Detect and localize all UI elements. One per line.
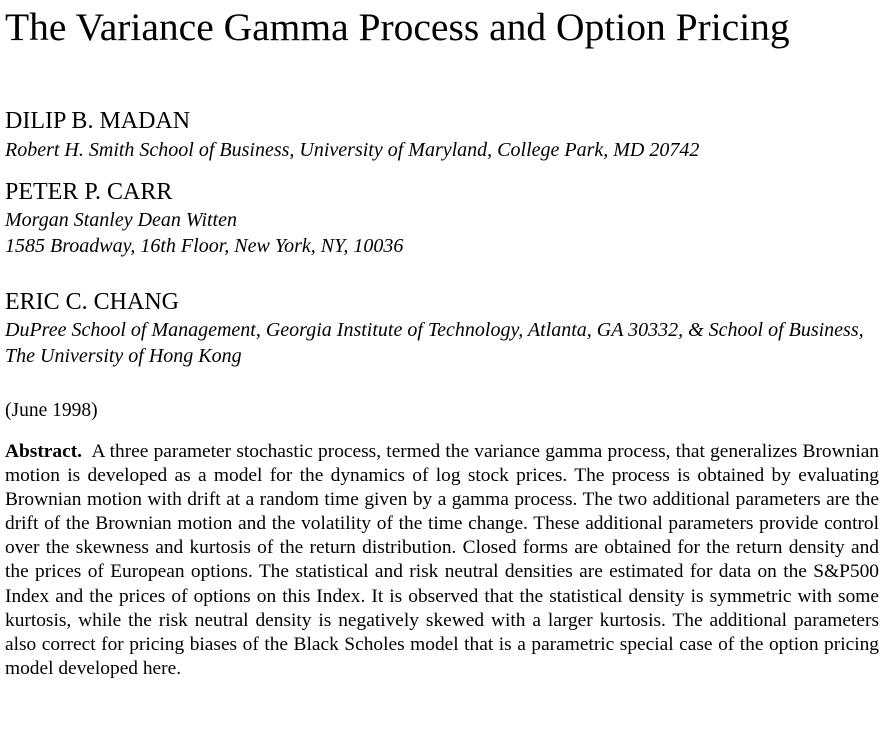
paper-title: The Variance Gamma Process and Option Pricing	[5, 5, 790, 49]
abstract-label: Abstract.	[5, 441, 83, 462]
author-name: DILIP B. MADAN	[5, 108, 191, 134]
author-affiliation: Robert H. Smith School of Business, University of Maryland, College Park, MD 20742	[5, 139, 700, 161]
abstract-text: A three parameter stochastic process, termed the variance gamma process, that generalizes Brownian motion is developed as a model for the dynamics of log stock prices. The process is obtained by evaluating Brownian motion with drift at a random time given by a gamma process. The two additional parameters are the drift of the Brownian motion and the volatility of the time change. These additional parameters provide control over the skewness and kurtosis of the return distribution. Closed forms are obtained for the return density and the prices of European options. The statistical and risk neutral densities are estimated for data on the S&P500 Index and the prices of options on this Index. It is observed that the statistical density is symmetric with some kurtosis, while the risk neutral density is negatively skewed with a larger kurtosis. The additional parameters also correct for pricing biases of the Black Scholes model that is a parametric special case of the option pricing model developed here.	[5, 441, 880, 679]
author-affiliation: DuPree School of Management, Georgia Institute of Technology, Atlanta, GA 30332, & School of Business, The University of Hong Kong	[5, 319, 864, 367]
abstract	[5, 440, 879, 681]
author-name: ERIC C. CHANG	[5, 289, 180, 315]
author-affiliation: Morgan Stanley Dean Witten	[5, 209, 237, 231]
author-name: PETER P. CARR	[5, 179, 173, 205]
author-address: 1585 Broadway, 16th Floor, New York, NY, 10036	[5, 235, 404, 257]
publication-date: (June 1998)	[5, 400, 98, 421]
